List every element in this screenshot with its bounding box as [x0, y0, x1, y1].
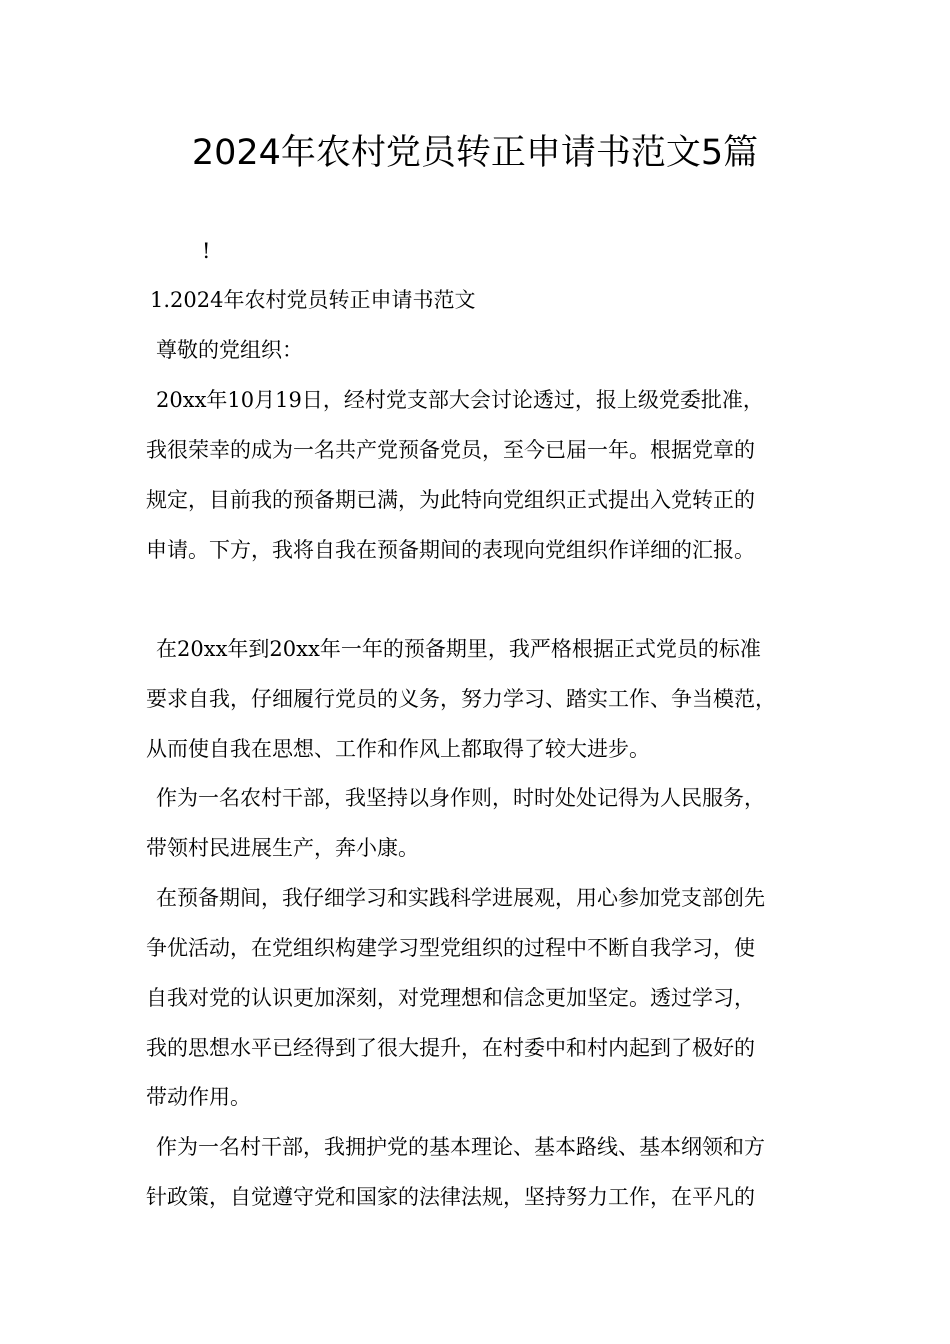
- paragraph-1-line: 规定，目前我的预备期已满，为此特向党组织正式提出入党转正的: [146, 488, 755, 512]
- paragraph-3-line: 带领村民进展生产，奔小康。: [146, 836, 419, 860]
- paragraph-5-line: 作为一名村干部，我拥护党的基本理论、基本路线、基本纲领和方: [156, 1135, 765, 1159]
- paragraph-4-line: 争优活动，在党组织构建学习型党组织的过程中不断自我学习，使: [146, 936, 755, 960]
- paragraph-2-line: 从而使自我在思想、工作和作风上都取得了较大进步。: [146, 737, 650, 761]
- paragraph-1-line: 20xx年10月19日，经村党支部大会讨论透过，报上级党委批准，: [156, 388, 764, 412]
- paragraph-3-line: 作为一名农村干部，我坚持以身作则，时时处处记得为人民服务，: [156, 786, 765, 810]
- paragraph-4-line: 自我对党的认识更加深刻，对党理想和信念更加坚定。透过学习，: [146, 986, 755, 1010]
- salutation: 尊敬的党组织：: [156, 338, 303, 362]
- paragraph-4-line: 带动作用。: [146, 1085, 251, 1109]
- paragraph-5-line: 针政策，自觉遵守党和国家的法律法规，坚持努力工作，在平凡的: [146, 1185, 755, 1209]
- paragraph-2-line: 在20xx年到20xx年一年的预备期里，我严格根据正式党员的标准: [156, 637, 761, 661]
- document-title: 2024年农村党员转正申请书范文5篇: [191, 133, 759, 173]
- paragraph-2-line: 要求自我，仔细履行党员的义务，努力学习、踏实工作、争当模范，: [146, 687, 776, 711]
- paragraph-4-line: 我的思想水平已经得到了很大提升，在村委中和村内起到了极好的: [146, 1036, 755, 1060]
- paragraph-1-line: 申请。下方，我将自我在预备期间的表现向党组织作详细的汇报。: [146, 538, 755, 562]
- paragraph-1-line: 我很荣幸的成为一名共产党预备党员，至今已届一年。根据党章的: [146, 438, 755, 462]
- paragraph-4-line: 在预备期间，我仔细学习和实践科学进展观，用心参加党支部创先: [156, 886, 765, 910]
- exclamation-mark: !: [202, 239, 211, 263]
- section-heading: 1.2024年农村党员转正申请书范文: [150, 288, 476, 312]
